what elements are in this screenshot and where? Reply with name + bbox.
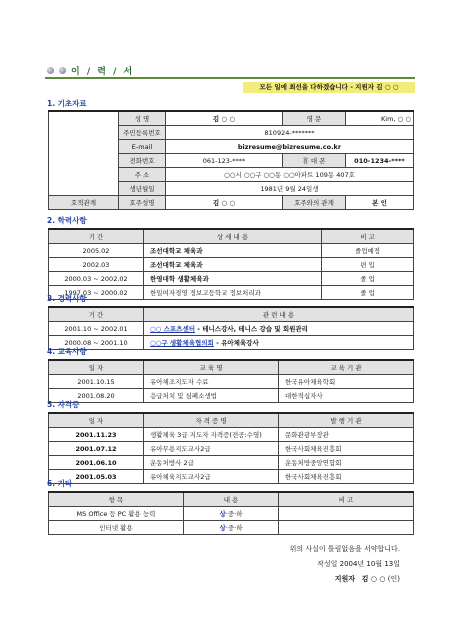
career-table <box>48 306 414 350</box>
basic-info-table <box>48 110 414 210</box>
note-cell <box>279 507 414 521</box>
org-name: ○○ 스포츠센터 <box>150 325 196 333</box>
date-cell: 2001.05.03 <box>49 470 144 484</box>
applicant-signature <box>335 574 400 584</box>
motto-banner: 모든 일에 최선을 다하겠습니다 - 지원자 김 ○ ○ <box>243 82 415 93</box>
head-name-label: 호주성명 <box>119 196 166 210</box>
table-row <box>49 258 414 272</box>
institution-cell: 대한적십자사 <box>279 389 414 403</box>
level-high: 상 <box>219 510 226 518</box>
table-row <box>49 507 414 521</box>
licenses-table <box>48 412 414 484</box>
phone-label: 전화번호 <box>119 154 166 168</box>
table-row <box>49 244 414 258</box>
column-header: 내 용 <box>184 492 279 507</box>
table-row <box>49 389 414 403</box>
table-row <box>49 375 414 389</box>
table-row <box>49 286 414 300</box>
issuer-cell: 문화관광부장관 <box>279 428 414 442</box>
column-header: 기 간 <box>49 229 144 244</box>
license-cell: 운동처방사 2급 <box>144 456 279 470</box>
mobile-label: 휴 대 폰 <box>283 154 346 168</box>
issuer-cell: 운동처방중앙연합회 <box>279 456 414 470</box>
section-title-training: 4. 교육사항 <box>47 347 87 356</box>
period-cell: 2005.02 <box>49 244 144 258</box>
item-cell: 인터넷 활용 <box>49 521 184 535</box>
org-name: ○○구 생활체육협의회 <box>150 339 214 347</box>
course-cell: 유아체조지도자 수료 <box>144 375 279 389</box>
family-relation-label: 호적관계 <box>49 196 119 210</box>
date-cell: 2001.08.20 <box>49 389 144 403</box>
name-value: 김 ○ ○ <box>166 111 283 126</box>
detail-cell: 조선대학교 체육과 <box>144 244 322 258</box>
column-header: 일 자 <box>49 360 144 375</box>
title-row <box>47 64 134 77</box>
level-cell <box>184 507 279 521</box>
column-header: 상 세 내 용 <box>144 229 322 244</box>
issuer-cell: 한국사회체육진흥회 <box>279 442 414 456</box>
date-cell: 2001.10.15 <box>49 375 144 389</box>
name-label: 성 명 <box>119 111 166 126</box>
mobile-value: 010-1234-**** <box>346 154 414 168</box>
date-cell: 2001.11.23 <box>49 428 144 442</box>
head-relation-label: 호주와의 관계 <box>283 196 346 210</box>
role-text: - 유아체육강사 <box>213 339 259 347</box>
page-title: 이 / 력 / 서 <box>71 67 135 77</box>
detail-cell: 조선대학교 체육과 <box>144 258 322 272</box>
head-name-value: 김 ○ ○ <box>166 196 283 210</box>
bullet-icon <box>47 67 54 74</box>
detail-cell <box>144 322 414 336</box>
section-title-career: 3. 경력사항 <box>47 294 87 303</box>
license-cell: 생활체육 3급 지도자 자격증(전공:수영) <box>144 428 279 442</box>
address-label: 주 소 <box>119 168 166 182</box>
column-header: 관 련 내 용 <box>144 307 414 322</box>
column-header: 기 간 <box>49 307 144 322</box>
id-number-value: 810924-******* <box>166 126 414 140</box>
section-title-basic: 1. 기초자료 <box>47 99 87 108</box>
institution-cell: 한국유아체육학회 <box>279 375 414 389</box>
email-value: bizresume@bizresume.co.kr <box>166 140 414 154</box>
eng-name-label: 영 문 <box>283 111 346 126</box>
table-row <box>49 470 414 484</box>
section-title-education: 2. 학력사항 <box>47 216 87 225</box>
table-row <box>49 521 414 535</box>
seal-mark: (인) <box>387 575 400 583</box>
table-row <box>49 428 414 442</box>
level-rest: ·중·하 <box>225 510 243 518</box>
detail-cell <box>144 336 414 350</box>
eng-name-value: Kim, ○ ○ <box>346 111 414 126</box>
issuer-cell: 한국사회체육진흥회 <box>279 470 414 484</box>
note-cell: 졸 업 <box>322 286 414 300</box>
license-cell: 유아무용지도교사2급 <box>144 442 279 456</box>
role-text: - 테니스강사, 테니스 강습 및 회원관리 <box>195 325 308 333</box>
period-cell: 2002.03 <box>49 258 144 272</box>
note-cell: 편 입 <box>322 258 414 272</box>
section-title-etc: 6. 기타 <box>47 479 73 488</box>
photo-box <box>49 111 119 196</box>
phone-value: 061-123-**** <box>166 154 283 168</box>
table-row <box>49 336 414 350</box>
birth-value: 1981년 9월 24일생 <box>166 182 414 196</box>
id-number-label: 주민등록번호 <box>119 126 166 140</box>
section-title-licenses: 5. 자격증 <box>47 400 80 409</box>
column-header: 교 육 명 <box>144 360 279 375</box>
item-cell: MS Office 등 PC 활용 능력 <box>49 507 184 521</box>
detail-cell: 한영대학 생활체육과 <box>144 272 322 286</box>
pledge-text: 위의 사실이 틀림없음을 서약합니다. <box>289 545 400 553</box>
level-rest: ·중·하 <box>225 524 243 532</box>
column-header: 비 고 <box>322 229 414 244</box>
etc-table <box>48 491 414 535</box>
address-value: ○○시 ○○구 ○○동 ○○아파트 109동 407호 <box>166 168 414 182</box>
bullet-icon <box>59 67 66 74</box>
level-cell <box>184 521 279 535</box>
level-high: 상 <box>219 524 226 532</box>
course-cell: 응급처치 및 심폐소생법 <box>144 389 279 403</box>
license-cell: 유아체육지도교사2급 <box>144 470 279 484</box>
date-cell: 2001.06.10 <box>49 456 144 470</box>
title-divider <box>45 77 415 79</box>
training-table <box>48 359 414 403</box>
applicant-name: 김 ○ ○ <box>361 575 386 583</box>
head-relation-value: 본 인 <box>346 196 414 210</box>
date-cell: 2001.07.12 <box>49 442 144 456</box>
column-header: 교 육 기 관 <box>279 360 414 375</box>
table-row <box>49 442 414 456</box>
written-date: 작성일 2004년 10월 13일 <box>317 560 400 568</box>
education-table <box>48 228 414 300</box>
note-cell: 졸 업 <box>322 272 414 286</box>
table-row <box>49 456 414 470</box>
table-row <box>49 322 414 336</box>
column-header: 일 자 <box>49 413 144 428</box>
column-header: 비 고 <box>279 492 414 507</box>
applicant-label: 지원자 <box>334 575 355 583</box>
birth-label: 생년월일 <box>119 182 166 196</box>
note-cell: 졸업예정 <box>322 244 414 258</box>
period-cell: 2001.10 ~ 2002.01 <box>49 322 144 336</box>
email-label: E-mail <box>119 140 166 154</box>
detail-cell: 한일여자경영 정보고등학교 정보처리과 <box>144 286 322 300</box>
note-cell <box>279 521 414 535</box>
column-header: 항 목 <box>49 492 184 507</box>
column-header: 발 행 기 관 <box>279 413 414 428</box>
period-cell: 1997.03 ~ 2000.02 <box>49 286 144 300</box>
column-header: 자 격 증 명 <box>144 413 279 428</box>
table-row <box>49 272 414 286</box>
period-cell: 2000.08 ~ 2001.10 <box>49 336 144 350</box>
period-cell: 2000.03 ~ 2002.02 <box>49 272 144 286</box>
